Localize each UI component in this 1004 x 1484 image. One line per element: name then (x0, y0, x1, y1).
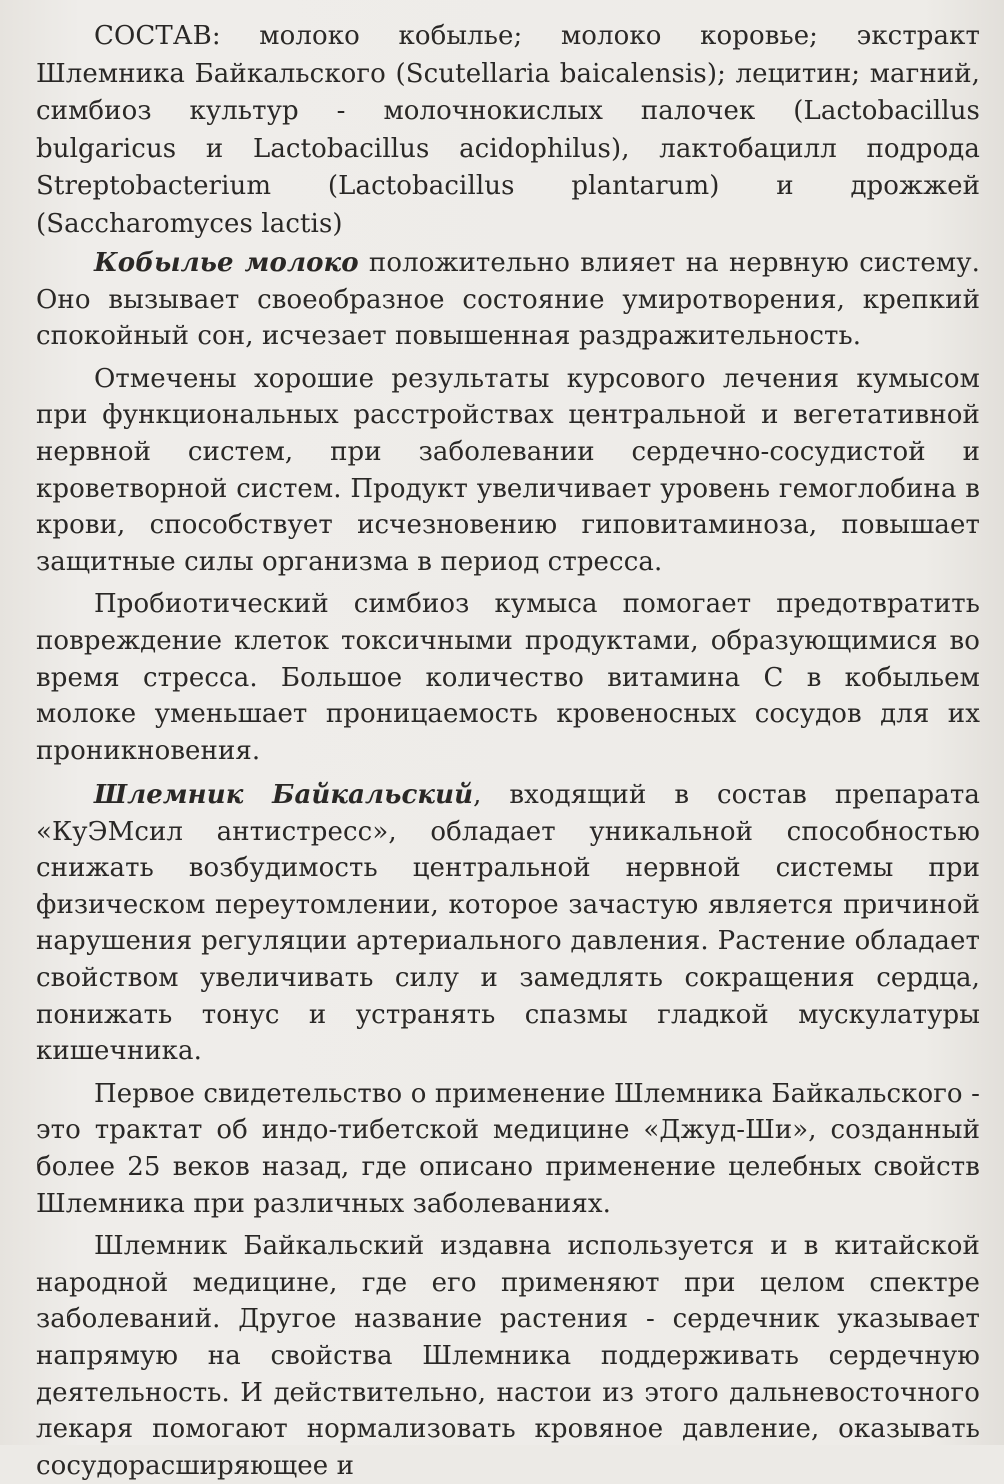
skullcap-intro-text: , входящий в состав препарата «КуЭМсил антистресс», обладает уникальной способностью снижать возбудимость центральной нервной системы при физическом переутомлении, которое зачастую является причиной нарушения регуляции артериального давления. Растение обладает свойством увеличивать силу и замедлять сокращения сердца, понижать тонус и устранять спазмы гладкой мускулатуры кишечника. (36, 780, 980, 1067)
composition-paragraph: СОСТАВ: молоко кобылье; молоко коровье; экстракт Шлемника Байкальского (Scutellaria baicalensis); лецитин; магний, симбиоз культур - молочнокислых палочек (Lactobacillus bulgaricus и Lactobacillus acidophilus), лактобацилл подрода Streptobacterium (Lactobacillus plantarum) и дрожжей (Saccharomyces lactis) (36, 21, 980, 239)
mare-milk-paragraph: Отмечены хорошие результаты курсового лечения кумысом при функциональных расстройствах центральной и вегетативной нервной систем, при заболевании сердечно-сосудистой и кроветворной систем. Продукт увеличивает уровень гемоглобина в крови, способствует исчезновению гиповитаминоза, повышает защитные силы организма в период стресса. (36, 363, 980, 577)
skullcap-paragraph: Первое свидетельство о применение Шлемника Байкальского - это трактат об индо-тибетской медицине «Джуд-Ши», созданный более 25 веков назад, где описано применение целебных свойств Шлемника при различных заболеваниях. (36, 1078, 980, 1219)
mare-milk-section (36, 245, 980, 769)
skullcap-section (36, 777, 980, 1484)
skullcap-intro-paragraph (36, 777, 980, 1070)
composition-section (36, 18, 980, 243)
skullcap-heading: Шлемник Байкальский (94, 780, 474, 810)
mare-milk-intro-text: положительно влияет на нервную систему. Оно вызывает своеобразное состояние умиротворения, крепкий спокойный сон, исчезает повышенная раздражительность. (36, 248, 981, 352)
mare-milk-paragraph: Пробиотический симбиоз кумыса помогает предотвратить повреждение клеток токсичными продуктами, образующимися во время стресса. Большое количество витамина С в кобыльем молоке уменьшает проницаемость кровеносных сосудов для их проникновения. (36, 589, 980, 766)
mare-milk-heading: Кобылье молоко (94, 248, 359, 278)
skullcap-paragraph: Шлемник Байкальский издавна используется и в китайской народной медицине, где его применяют при целом спектре заболеваний. Другое название растения - сердечник указывает напрямую на свойства Шлемника поддерживать сердечную деятельность. И действительно, настои из этого дальневосточного лекаря помогают нормализовать кровяное давление, оказывать сосудорасширяющее и (36, 1231, 980, 1481)
mare-milk-intro-paragraph (36, 245, 980, 355)
